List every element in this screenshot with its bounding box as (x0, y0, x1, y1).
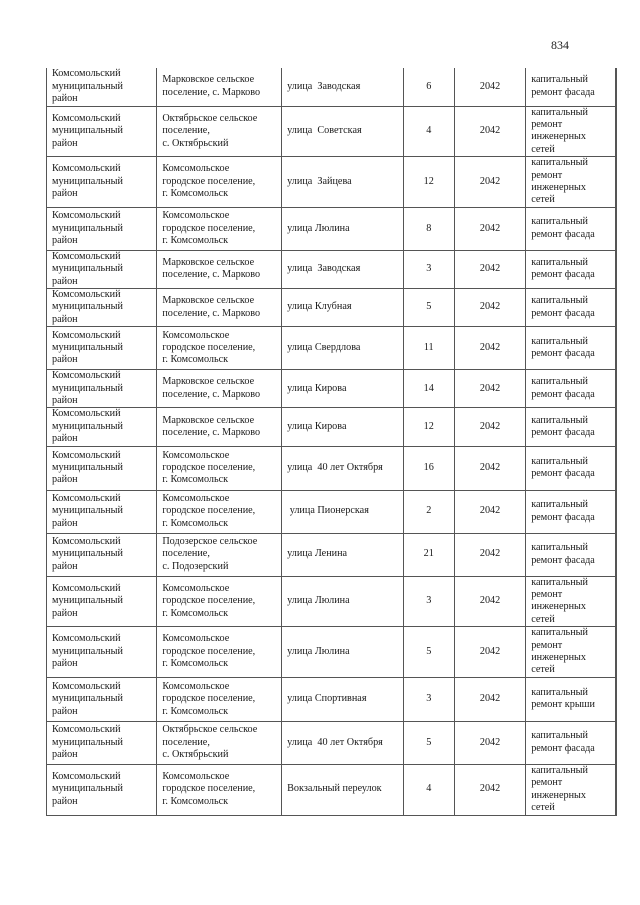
settlement-cell (157, 250, 282, 288)
settlement-cell-line: Комсомольское (162, 329, 230, 341)
house-number-cell: 16 (403, 446, 454, 490)
district-cell-line: район (52, 705, 78, 717)
year-cell: 2042 (454, 533, 525, 576)
settlement-cell-line: Комсомольское (162, 771, 230, 783)
table-row (47, 288, 617, 326)
settlement-cell-line: поселение, с. Марково (162, 388, 261, 400)
house-number-cell: 4 (403, 106, 454, 157)
house-number-cell: 12 (403, 408, 454, 446)
table-row (47, 677, 617, 721)
work-type-cell (526, 576, 616, 627)
district-cell-line: Комсомольский (52, 408, 121, 420)
table-row (47, 576, 617, 627)
district-cell (47, 721, 157, 764)
district-cell-line: Комсомольский (52, 68, 121, 80)
work-type-cell-line: капитальный (531, 414, 588, 426)
settlement-cell-line: городское поселение, (162, 505, 256, 517)
settlement-cell-line: Октябрьское сельское (162, 112, 258, 124)
district-cell-line: Комсомольский (52, 370, 121, 382)
year-cell: 2042 (454, 106, 525, 157)
district-cell-line: Комсомольский (52, 329, 121, 341)
work-type-cell-line: ремонт фасада (531, 228, 595, 240)
settlement-cell-line: г. Комсомольск (162, 517, 229, 529)
district-cell-line: муниципальный (52, 80, 123, 92)
district-cell-line: муниципальный (52, 222, 123, 234)
table-row (47, 764, 617, 815)
district-cell-line: Комсомольский (52, 680, 121, 692)
year-cell: 2042 (454, 250, 525, 288)
district-cell-line: муниципальный (52, 736, 123, 748)
district-cell-line: Комсомольский (52, 112, 121, 124)
table-row (47, 721, 617, 764)
settlement-cell (157, 157, 282, 208)
district-cell (47, 327, 157, 370)
work-type-cell-line: капитальный (531, 542, 588, 554)
work-type-cell-line: инженерных (531, 652, 586, 664)
district-cell-line: Комсомольский (52, 633, 121, 645)
work-type-cell-line: капитальный (531, 455, 588, 467)
district-cell-line: район (52, 607, 78, 619)
district-cell-line: Комсомольский (52, 582, 121, 594)
work-type-cell-line: ремонт фасада (531, 86, 595, 98)
settlement-cell-line: г. Комсомольск (162, 188, 229, 200)
house-number-cell: 3 (403, 576, 454, 627)
district-cell-line: муниципальный (52, 125, 123, 137)
district-cell-line: район (52, 313, 78, 325)
work-type-cell-line: ремонт фасада (531, 269, 595, 281)
year-cell: 2042 (454, 207, 525, 250)
house-number-cell: 5 (403, 288, 454, 326)
settlement-cell (157, 576, 282, 627)
year-cell: 2042 (454, 370, 525, 408)
district-cell (47, 370, 157, 408)
settlement-cell-line: г. Комсомольск (162, 658, 229, 670)
work-type-cell-line: капитальный (531, 106, 588, 118)
district-cell-line: муниципальный (52, 548, 123, 560)
settlement-cell-line: Марковское сельское (162, 74, 255, 86)
settlement-cell-line: г. Комсомольск (162, 795, 229, 807)
table-body (47, 68, 617, 815)
work-type-cell (526, 408, 616, 446)
settlement-cell-line: Комсомольское (162, 163, 230, 175)
street-cell: улица 40 лет Октября (282, 446, 403, 490)
settlement-cell-line: Марковское сельское (162, 414, 255, 426)
table-row (47, 446, 617, 490)
settlement-cell-line: городское поселение, (162, 645, 256, 657)
settlement-cell-line: Комсомольское (162, 449, 230, 461)
district-cell (47, 677, 157, 721)
work-type-cell-line: ремонт фасада (531, 742, 595, 754)
district-cell (47, 250, 157, 288)
work-type-cell (526, 106, 616, 157)
district-cell-line: муниципальный (52, 382, 123, 394)
work-type-cell-line: ремонт фасада (531, 468, 595, 480)
district-cell-line: Комсомольский (52, 250, 121, 262)
settlement-cell-line: Подозерское сельское (162, 536, 258, 548)
district-cell-line: муниципальный (52, 263, 123, 275)
district-cell-line: Комсомольский (52, 493, 121, 505)
work-type-cell-line: ремонт фасада (531, 348, 595, 360)
house-number-cell: 6 (403, 68, 454, 106)
street-cell: улица Спортивная (282, 677, 403, 721)
work-type-cell (526, 677, 616, 721)
district-cell-line: Комсомольский (52, 163, 121, 175)
district-cell-line: муниципальный (52, 645, 123, 657)
work-type-cell-line: сетей (531, 664, 555, 676)
year-cell: 2042 (454, 288, 525, 326)
settlement-cell-line: Комсомольское (162, 680, 230, 692)
district-cell (47, 627, 157, 678)
settlement-cell-line: г. Комсомольск (162, 234, 229, 246)
settlement-cell-line: городское поселение, (162, 693, 256, 705)
district-cell-line: муниципальный (52, 341, 123, 353)
settlement-cell-line: поселение, с. Марково (162, 307, 261, 319)
district-cell (47, 157, 157, 208)
district-cell (47, 446, 157, 490)
work-type-cell-line: сетей (531, 194, 555, 206)
work-type-cell-line: капитальный (531, 576, 588, 588)
district-cell-line: Комсомольский (52, 288, 121, 300)
work-type-cell-line: капитальный (531, 686, 588, 698)
settlement-cell-line: Марковское сельское (162, 295, 255, 307)
work-type-cell (526, 327, 616, 370)
street-cell: улица Ленина (282, 533, 403, 576)
district-cell-line: муниципальный (52, 693, 123, 705)
street-cell: улица Люлина (282, 576, 403, 627)
street-cell: улица Клубная (282, 288, 403, 326)
settlement-cell (157, 327, 282, 370)
work-type-cell-line: капитальный (531, 335, 588, 347)
work-type-cell-line: инженерных (531, 789, 586, 801)
district-cell-line: Комсомольский (52, 210, 121, 222)
settlement-cell (157, 370, 282, 408)
work-type-cell (526, 288, 616, 326)
district-cell-line: район (52, 92, 78, 104)
street-cell: улица Люлина (282, 627, 403, 678)
work-type-cell-line: инженерных (531, 601, 586, 613)
settlement-cell-line: г. Комсомольск (162, 474, 229, 486)
work-type-cell (526, 764, 616, 815)
settlement-cell-line: с. Октябрьский (162, 749, 229, 761)
district-cell (47, 764, 157, 815)
settlement-cell-line: городское поселение, (162, 461, 256, 473)
house-number-cell: 3 (403, 677, 454, 721)
year-cell: 2042 (454, 408, 525, 446)
district-cell-line: район (52, 137, 78, 149)
settlement-cell-line: г. Комсомольск (162, 354, 229, 366)
street-cell: улица Заводская (282, 68, 403, 106)
street-cell: улица Кирова (282, 408, 403, 446)
work-type-cell-line: капитальный (531, 764, 588, 776)
settlement-cell (157, 68, 282, 106)
district-cell (47, 288, 157, 326)
street-cell: Вокзальный переулок (282, 764, 403, 815)
table-row (47, 370, 617, 408)
work-type-cell-line: ремонт (531, 777, 563, 789)
work-type-cell-line: капитальный (531, 157, 588, 169)
district-cell-line: район (52, 517, 78, 529)
district-cell-line: район (52, 560, 78, 572)
settlement-cell (157, 288, 282, 326)
district-cell (47, 207, 157, 250)
street-cell: улица Кирова (282, 370, 403, 408)
work-type-cell (526, 157, 616, 208)
page-number: 834 (551, 38, 569, 52)
work-type-cell-line: ремонт (531, 589, 563, 601)
work-type-cell-line: капитальный (531, 256, 588, 268)
table-row (47, 68, 617, 106)
district-cell (47, 533, 157, 576)
work-type-cell (526, 68, 616, 106)
work-type-cell (526, 250, 616, 288)
work-type-cell-line: ремонт фасада (531, 307, 595, 319)
work-type-cell-line: ремонт (531, 639, 563, 651)
work-type-cell-line: капитальный (531, 376, 588, 388)
district-cell-line: район (52, 275, 78, 287)
settlement-cell-line: поселение, (162, 125, 210, 137)
work-type-cell-line: капитальный (531, 216, 588, 228)
work-type-cell (526, 721, 616, 764)
settlement-cell-line: городское поселение, (162, 341, 256, 353)
street-cell: улица 40 лет Октября (282, 721, 403, 764)
table-row (47, 490, 617, 533)
year-cell: 2042 (454, 446, 525, 490)
housing-repair-table (46, 68, 617, 816)
house-number-cell: 4 (403, 764, 454, 815)
settlement-cell (157, 446, 282, 490)
table-row (47, 327, 617, 370)
district-cell-line: муниципальный (52, 175, 123, 187)
house-number-cell: 12 (403, 157, 454, 208)
table-row (47, 408, 617, 446)
house-number-cell: 11 (403, 327, 454, 370)
work-type-cell-line: капитальный (531, 499, 588, 511)
work-type-cell (526, 370, 616, 408)
work-type-cell-line: капитальный (531, 295, 588, 307)
district-cell-line: район (52, 795, 78, 807)
work-type-cell (526, 207, 616, 250)
settlement-cell-line: с. Подозерский (162, 560, 229, 572)
district-cell-line: муниципальный (52, 461, 123, 473)
district-cell (47, 408, 157, 446)
settlement-cell (157, 764, 282, 815)
work-type-cell (526, 446, 616, 490)
house-number-cell: 3 (403, 250, 454, 288)
house-number-cell: 5 (403, 721, 454, 764)
year-cell: 2042 (454, 721, 525, 764)
work-type-cell-line: ремонт (531, 118, 563, 130)
house-number-cell: 2 (403, 490, 454, 533)
settlement-cell (157, 533, 282, 576)
district-cell-line: Комсомольский (52, 771, 121, 783)
year-cell: 2042 (454, 327, 525, 370)
work-type-cell-line: сетей (531, 802, 555, 814)
settlement-cell-line: Марковское сельское (162, 376, 255, 388)
settlement-cell-line: поселение, (162, 548, 210, 560)
settlement-cell (157, 207, 282, 250)
settlement-cell-line: Октябрьское сельское (162, 724, 258, 736)
district-cell-line: Комсомольский (52, 536, 121, 548)
settlement-cell-line: поселение, с. Марково (162, 427, 261, 439)
district-cell-line: район (52, 433, 78, 445)
year-cell: 2042 (454, 576, 525, 627)
table-row (47, 157, 617, 208)
settlement-cell (157, 408, 282, 446)
work-type-cell-line: капитальный (531, 74, 588, 86)
table-row (47, 106, 617, 157)
district-cell (47, 68, 157, 106)
district-cell-line: муниципальный (52, 595, 123, 607)
district-cell-line: район (52, 234, 78, 246)
district-cell-line: район (52, 188, 78, 200)
district-cell-line: муниципальный (52, 505, 123, 517)
district-cell (47, 576, 157, 627)
settlement-cell-line: поселение, с. Марково (162, 269, 261, 281)
table-row (47, 627, 617, 678)
work-type-cell-line: капитальный (531, 730, 588, 742)
work-type-cell-line: ремонт фасада (531, 554, 595, 566)
year-cell: 2042 (454, 764, 525, 815)
settlement-cell-line: г. Комсомольск (162, 705, 229, 717)
settlement-cell-line: Комсомольское (162, 493, 230, 505)
settlement-cell-line: городское поселение, (162, 222, 256, 234)
work-type-cell-line: сетей (531, 143, 555, 155)
work-type-cell-line: сетей (531, 613, 555, 625)
settlement-cell-line: Марковское сельское (162, 256, 255, 268)
street-cell: улица Люлина (282, 207, 403, 250)
year-cell: 2042 (454, 627, 525, 678)
district-cell-line: район (52, 749, 78, 761)
settlement-cell-line: Комсомольское (162, 633, 230, 645)
house-number-cell: 21 (403, 533, 454, 576)
street-cell: улица Зайцева (282, 157, 403, 208)
settlement-cell (157, 106, 282, 157)
district-cell-line: Комсомольский (52, 449, 121, 461)
street-cell: улица Советская (282, 106, 403, 157)
work-type-cell (526, 533, 616, 576)
house-number-cell: 8 (403, 207, 454, 250)
year-cell: 2042 (454, 68, 525, 106)
work-type-cell-line: инженерных (531, 131, 586, 143)
settlement-cell-line: городское поселение, (162, 175, 256, 187)
district-cell-line: район (52, 395, 78, 406)
work-type-cell-line: ремонт фасада (531, 511, 595, 523)
settlement-cell-line: с. Октябрьский (162, 137, 229, 149)
district-cell (47, 490, 157, 533)
table-row (47, 207, 617, 250)
district-cell-line: район (52, 474, 78, 486)
district-cell-line: район (52, 354, 78, 366)
work-type-cell-line: ремонт (531, 169, 563, 181)
settlement-cell (157, 677, 282, 721)
year-cell: 2042 (454, 490, 525, 533)
settlement-cell (157, 627, 282, 678)
house-number-cell: 5 (403, 627, 454, 678)
district-cell-line: муниципальный (52, 301, 123, 313)
district-cell-line: Комсомольский (52, 724, 121, 736)
work-type-cell-line: инженерных (531, 181, 586, 193)
year-cell: 2042 (454, 677, 525, 721)
street-cell: улица Пионерская (282, 490, 403, 533)
street-cell: улица Свердлова (282, 327, 403, 370)
district-cell-line: муниципальный (52, 783, 123, 795)
work-type-cell-line: ремонт фасада (531, 427, 595, 439)
table-row (47, 533, 617, 576)
district-cell (47, 106, 157, 157)
house-number-cell: 14 (403, 370, 454, 408)
work-type-cell-line: ремонт крыши (531, 699, 595, 711)
settlement-cell (157, 490, 282, 533)
settlement-cell-line: г. Комсомольск (162, 607, 229, 619)
work-type-cell (526, 490, 616, 533)
settlement-cell-line: Комсомольское (162, 582, 230, 594)
table-row (47, 250, 617, 288)
settlement-cell (157, 721, 282, 764)
settlement-cell-line: городское поселение, (162, 783, 256, 795)
work-type-cell-line: ремонт фасада (531, 388, 595, 400)
work-type-cell-line: капитальный (531, 627, 588, 639)
settlement-cell-line: поселение, (162, 736, 210, 748)
street-cell: улица Заводская (282, 250, 403, 288)
year-cell: 2042 (454, 157, 525, 208)
district-cell-line: район (52, 658, 78, 670)
settlement-cell-line: поселение, с. Марково (162, 86, 261, 98)
district-cell-line: муниципальный (52, 420, 123, 432)
settlement-cell-line: Комсомольское (162, 210, 230, 222)
settlement-cell-line: городское поселение, (162, 595, 256, 607)
work-type-cell (526, 627, 616, 678)
